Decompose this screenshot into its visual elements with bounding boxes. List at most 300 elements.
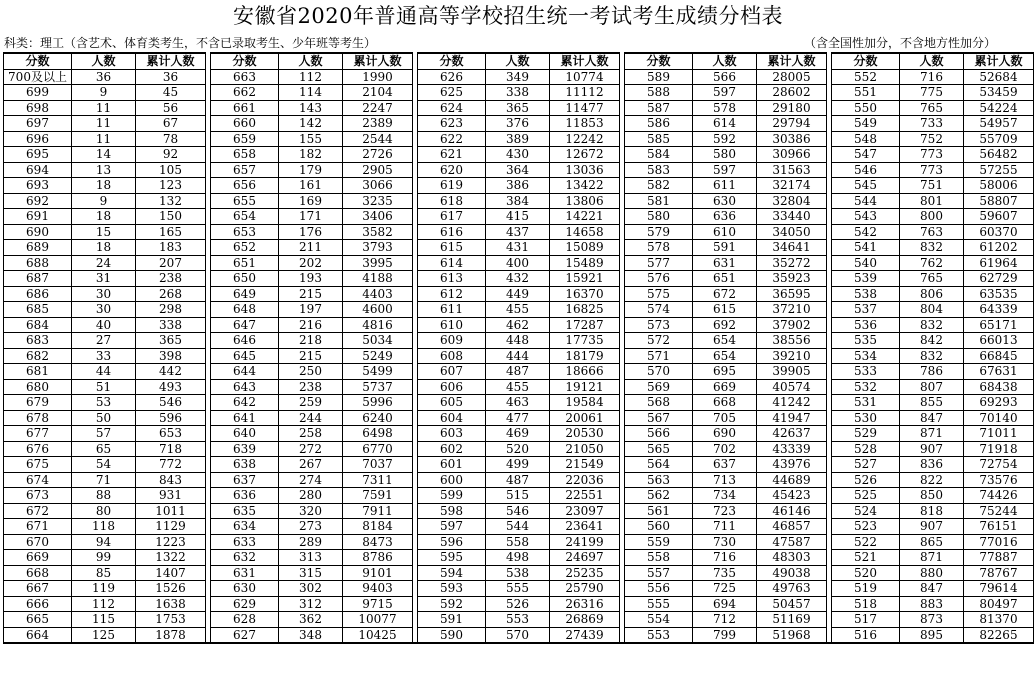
cell-cumulative: 20061 [550, 410, 620, 426]
cell-score: 566 [625, 426, 693, 442]
cell-cumulative: 132 [136, 193, 206, 209]
cell-score: 679 [4, 395, 72, 411]
cell-score: 662 [211, 85, 279, 101]
cell-score: 528 [832, 441, 900, 457]
cell-count: 871 [900, 426, 964, 442]
table-row [4, 503, 1034, 519]
cell-count: 705 [693, 410, 757, 426]
cell-score: 526 [832, 472, 900, 488]
cell-cumulative: 61964 [964, 255, 1034, 271]
cell-count: 520 [486, 441, 550, 457]
cell-count: 432 [486, 271, 550, 287]
cell-score: 664 [4, 627, 72, 643]
cell-count: 832 [900, 240, 964, 256]
cell-count: 18 [72, 178, 136, 194]
cell-score: 677 [4, 426, 72, 442]
cell-count: 53 [72, 395, 136, 411]
cell-score: 579 [625, 224, 693, 240]
cell-count: 735 [693, 565, 757, 581]
cell-cumulative: 29180 [757, 100, 827, 116]
table-row [4, 519, 1034, 535]
cell-count: 280 [279, 488, 343, 504]
cell-count: 651 [693, 271, 757, 287]
cell-cumulative: 165 [136, 224, 206, 240]
cell-cumulative: 56 [136, 100, 206, 116]
cell-cumulative: 66845 [964, 348, 1034, 364]
cell-score: 637 [211, 472, 279, 488]
cell-cumulative: 238 [136, 271, 206, 287]
cell-cumulative: 78 [136, 131, 206, 147]
cell-cumulative: 76151 [964, 519, 1034, 535]
cell-score: 611 [418, 302, 486, 318]
cell-cumulative: 62729 [964, 271, 1034, 287]
cell-count: 115 [72, 612, 136, 628]
cell-count: 842 [900, 333, 964, 349]
cell-cumulative: 5996 [343, 395, 413, 411]
cell-cumulative: 6240 [343, 410, 413, 426]
cell-count: 818 [900, 503, 964, 519]
cell-count: 54 [72, 457, 136, 473]
cell-score: 561 [625, 503, 693, 519]
cell-count: 9 [72, 85, 136, 101]
cell-score: 616 [418, 224, 486, 240]
cell-cumulative: 30966 [757, 147, 827, 163]
cell-score: 586 [625, 116, 693, 132]
cell-count: 463 [486, 395, 550, 411]
table-row [4, 550, 1034, 566]
header-score: 分数 [211, 53, 279, 69]
cell-count: 712 [693, 612, 757, 628]
cell-cumulative: 43339 [757, 441, 827, 457]
cell-score: 614 [418, 255, 486, 271]
cell-cumulative: 45 [136, 85, 206, 101]
cell-count: 274 [279, 472, 343, 488]
cell-cumulative: 596 [136, 410, 206, 426]
cell-score: 522 [832, 534, 900, 550]
cell-score: 675 [4, 457, 72, 473]
cell-cumulative: 9101 [343, 565, 413, 581]
cell-cumulative: 1526 [136, 581, 206, 597]
cell-score: 683 [4, 333, 72, 349]
cell-count: 592 [693, 131, 757, 147]
cell-count: 555 [486, 581, 550, 597]
cell-count: 302 [279, 581, 343, 597]
cell-cumulative: 51169 [757, 612, 827, 628]
cell-score: 533 [832, 364, 900, 380]
cell-count: 11 [72, 116, 136, 132]
cell-cumulative: 4816 [343, 317, 413, 333]
score-distribution-table [3, 52, 1034, 644]
cell-count: 630 [693, 193, 757, 209]
table-row [4, 85, 1034, 101]
cell-score: 598 [418, 503, 486, 519]
cell-cumulative: 72754 [964, 457, 1034, 473]
cell-score: 610 [418, 317, 486, 333]
cell-count: 94 [72, 534, 136, 550]
cell-cumulative: 25790 [550, 581, 620, 597]
cell-cumulative: 45423 [757, 488, 827, 504]
cell-score: 573 [625, 317, 693, 333]
cell-cumulative: 39905 [757, 364, 827, 380]
cell-cumulative: 2544 [343, 131, 413, 147]
cell-cumulative: 24199 [550, 534, 620, 550]
cell-score: 638 [211, 457, 279, 473]
cell-count: 730 [693, 534, 757, 550]
table-row [4, 69, 1034, 85]
cell-cumulative: 13036 [550, 162, 620, 178]
cell-cumulative: 46146 [757, 503, 827, 519]
cell-score: 622 [418, 131, 486, 147]
cell-score: 557 [625, 565, 693, 581]
cell-count: 348 [279, 627, 343, 643]
cell-cumulative: 4403 [343, 286, 413, 302]
cell-count: 99 [72, 550, 136, 566]
cell-score: 565 [625, 441, 693, 457]
cell-cumulative: 11112 [550, 85, 620, 101]
cell-score: 660 [211, 116, 279, 132]
cell-score: 650 [211, 271, 279, 287]
cell-count: 50 [72, 410, 136, 426]
cell-cumulative: 63535 [964, 286, 1034, 302]
table-row [4, 255, 1034, 271]
cell-count: 752 [900, 131, 964, 147]
cell-score: 663 [211, 69, 279, 85]
cell-cumulative: 48303 [757, 550, 827, 566]
cell-count: 449 [486, 286, 550, 302]
cell-count: 179 [279, 162, 343, 178]
cell-score: 621 [418, 147, 486, 163]
cell-score: 624 [418, 100, 486, 116]
cell-score: 612 [418, 286, 486, 302]
cell-score: 674 [4, 472, 72, 488]
cell-cumulative: 36595 [757, 286, 827, 302]
cell-cumulative: 73576 [964, 472, 1034, 488]
cell-count: 806 [900, 286, 964, 302]
cell-count: 591 [693, 240, 757, 256]
cell-cumulative: 16825 [550, 302, 620, 318]
cell-count: 125 [72, 627, 136, 643]
cell-count: 880 [900, 565, 964, 581]
cell-cumulative: 19584 [550, 395, 620, 411]
table-body [4, 69, 1034, 643]
cell-count: 751 [900, 178, 964, 194]
cell-count: 114 [279, 85, 343, 101]
cell-cumulative: 18179 [550, 348, 620, 364]
cell-score: 576 [625, 271, 693, 287]
cell-score: 697 [4, 116, 72, 132]
cell-score: 568 [625, 395, 693, 411]
table-row [4, 209, 1034, 225]
cell-count: 27 [72, 333, 136, 349]
cell-count: 365 [486, 100, 550, 116]
cell-count: 31 [72, 271, 136, 287]
header-score: 分数 [418, 53, 486, 69]
cell-score: 690 [4, 224, 72, 240]
cell-count: 444 [486, 348, 550, 364]
cell-score: 536 [832, 317, 900, 333]
cell-cumulative: 123 [136, 178, 206, 194]
cell-count: 80 [72, 503, 136, 519]
cell-score: 580 [625, 209, 693, 225]
cell-count: 487 [486, 472, 550, 488]
table-row [4, 178, 1034, 194]
cell-cumulative: 37902 [757, 317, 827, 333]
cell-score: 532 [832, 379, 900, 395]
cell-cumulative: 3793 [343, 240, 413, 256]
cell-cumulative: 1322 [136, 550, 206, 566]
cell-score: 657 [211, 162, 279, 178]
cell-cumulative: 718 [136, 441, 206, 457]
cell-cumulative: 34050 [757, 224, 827, 240]
cell-count: 244 [279, 410, 343, 426]
cell-count: 669 [693, 379, 757, 395]
cell-score: 630 [211, 581, 279, 597]
cell-count: 11 [72, 131, 136, 147]
cell-cumulative: 14221 [550, 209, 620, 225]
cell-score: 571 [625, 348, 693, 364]
cell-cumulative: 64339 [964, 302, 1034, 318]
cell-cumulative: 71918 [964, 441, 1034, 457]
cell-cumulative: 2905 [343, 162, 413, 178]
cell-count: 799 [693, 627, 757, 643]
table-row [4, 426, 1034, 442]
cell-cumulative: 43976 [757, 457, 827, 473]
cell-cumulative: 772 [136, 457, 206, 473]
cell-count: 118 [72, 519, 136, 535]
cell-count: 119 [72, 581, 136, 597]
cell-count: 430 [486, 147, 550, 163]
cell-score: 569 [625, 379, 693, 395]
header-score: 分数 [625, 53, 693, 69]
table-row [4, 193, 1034, 209]
cell-cumulative: 3995 [343, 255, 413, 271]
cell-score: 625 [418, 85, 486, 101]
cell-count: 723 [693, 503, 757, 519]
cell-cumulative: 183 [136, 240, 206, 256]
cell-count: 155 [279, 131, 343, 147]
cell-count: 193 [279, 271, 343, 287]
cell-score: 558 [625, 550, 693, 566]
cell-count: 320 [279, 503, 343, 519]
cell-score: 529 [832, 426, 900, 442]
cell-score: 560 [625, 519, 693, 535]
cell-score: 545 [832, 178, 900, 194]
cell-score: 651 [211, 255, 279, 271]
cell-cumulative: 58807 [964, 193, 1034, 209]
cell-cumulative: 6770 [343, 441, 413, 457]
cell-count: 526 [486, 596, 550, 612]
cell-score: 694 [4, 162, 72, 178]
cell-count: 883 [900, 596, 964, 612]
cell-count: 558 [486, 534, 550, 550]
cell-count: 51 [72, 379, 136, 395]
cell-score: 680 [4, 379, 72, 395]
cell-score: 593 [418, 581, 486, 597]
cell-count: 850 [900, 488, 964, 504]
cell-score: 591 [418, 612, 486, 628]
cell-count: 15 [72, 224, 136, 240]
cell-cumulative: 67 [136, 116, 206, 132]
cell-score: 641 [211, 410, 279, 426]
cell-cumulative: 67631 [964, 364, 1034, 380]
cell-count: 762 [900, 255, 964, 271]
cell-count: 597 [693, 162, 757, 178]
cell-cumulative: 31563 [757, 162, 827, 178]
cell-count: 24 [72, 255, 136, 271]
cell-score: 654 [211, 209, 279, 225]
cell-cumulative: 398 [136, 348, 206, 364]
cell-count: 289 [279, 534, 343, 550]
cell-score: 606 [418, 379, 486, 395]
cell-cumulative: 58006 [964, 178, 1034, 194]
cell-count: 376 [486, 116, 550, 132]
cell-count: 716 [693, 550, 757, 566]
cell-count: 702 [693, 441, 757, 457]
cell-count: 44 [72, 364, 136, 380]
cell-count: 538 [486, 565, 550, 581]
cell-score: 684 [4, 317, 72, 333]
cell-count: 415 [486, 209, 550, 225]
table-row [4, 379, 1034, 395]
cell-score: 686 [4, 286, 72, 302]
cell-count: 822 [900, 472, 964, 488]
cell-cumulative: 47587 [757, 534, 827, 550]
cell-count: 836 [900, 457, 964, 473]
table-row [4, 488, 1034, 504]
cell-count: 313 [279, 550, 343, 566]
cell-count: 553 [486, 612, 550, 628]
cell-count: 431 [486, 240, 550, 256]
cell-score: 530 [832, 410, 900, 426]
cell-cumulative: 77016 [964, 534, 1034, 550]
cell-count: 578 [693, 100, 757, 116]
cell-cumulative: 27439 [550, 627, 620, 643]
cell-count: 112 [279, 69, 343, 85]
cell-cumulative: 442 [136, 364, 206, 380]
cell-cumulative: 2104 [343, 85, 413, 101]
header-cumulative: 累计人数 [136, 53, 206, 69]
cell-cumulative: 3406 [343, 209, 413, 225]
table-row [4, 116, 1034, 132]
cell-count: 654 [693, 333, 757, 349]
cell-score: 617 [418, 209, 486, 225]
cell-score: 659 [211, 131, 279, 147]
cell-count: 312 [279, 596, 343, 612]
cell-count: 716 [900, 69, 964, 85]
table-row [4, 333, 1034, 349]
cell-count: 765 [900, 271, 964, 287]
cell-score: 678 [4, 410, 72, 426]
cell-cumulative: 1753 [136, 612, 206, 628]
cell-count: 786 [900, 364, 964, 380]
cell-cumulative: 23641 [550, 519, 620, 535]
cell-cumulative: 9715 [343, 596, 413, 612]
cell-count: 487 [486, 364, 550, 380]
cell-count: 250 [279, 364, 343, 380]
cell-score: 615 [418, 240, 486, 256]
cell-score: 696 [4, 131, 72, 147]
cell-score: 520 [832, 565, 900, 581]
cell-score: 603 [418, 426, 486, 442]
cell-cumulative: 1011 [136, 503, 206, 519]
cell-cumulative: 1638 [136, 596, 206, 612]
cell-score: 633 [211, 534, 279, 550]
header-count: 人数 [486, 53, 550, 69]
cell-score: 582 [625, 178, 693, 194]
cell-count: 636 [693, 209, 757, 225]
cell-cumulative: 69293 [964, 395, 1034, 411]
cell-count: 211 [279, 240, 343, 256]
cell-count: 448 [486, 333, 550, 349]
cell-score: 670 [4, 534, 72, 550]
cell-cumulative: 10425 [343, 627, 413, 643]
cell-cumulative: 41947 [757, 410, 827, 426]
cell-score: 524 [832, 503, 900, 519]
cell-score: 570 [625, 364, 693, 380]
cell-score: 671 [4, 519, 72, 535]
cell-score: 631 [211, 565, 279, 581]
bonus-points-note: （含全国性加分，不含地方性加分） [803, 36, 996, 50]
cell-cumulative: 20530 [550, 426, 620, 442]
cell-cumulative: 16370 [550, 286, 620, 302]
cell-score: 669 [4, 550, 72, 566]
header-count: 人数 [900, 53, 964, 69]
cell-count: 364 [486, 162, 550, 178]
cell-score: 597 [418, 519, 486, 535]
cell-count: 499 [486, 457, 550, 473]
cell-score: 672 [4, 503, 72, 519]
cell-count: 437 [486, 224, 550, 240]
cell-cumulative: 4600 [343, 302, 413, 318]
cell-score: 602 [418, 441, 486, 457]
cell-score: 619 [418, 178, 486, 194]
header-cumulative: 累计人数 [757, 53, 827, 69]
table-row [4, 441, 1034, 457]
cell-cumulative: 36 [136, 69, 206, 85]
table-row [4, 131, 1034, 147]
cell-cumulative: 3235 [343, 193, 413, 209]
subject-category-note: 科类：理工（含艺术、体育类考生，不含已录取考生、少年班等考生） [4, 36, 377, 50]
cell-count: 349 [486, 69, 550, 85]
cell-count: 272 [279, 441, 343, 457]
table-row [4, 534, 1034, 550]
cell-score: 583 [625, 162, 693, 178]
cell-count: 711 [693, 519, 757, 535]
table-header-row [4, 53, 1034, 69]
cell-score: 658 [211, 147, 279, 163]
cell-cumulative: 32174 [757, 178, 827, 194]
cell-score: 655 [211, 193, 279, 209]
table-row [4, 581, 1034, 597]
cell-score: 644 [211, 364, 279, 380]
cell-count: 259 [279, 395, 343, 411]
table-row [4, 596, 1034, 612]
cell-cumulative: 26316 [550, 596, 620, 612]
cell-count: 631 [693, 255, 757, 271]
cell-cumulative: 2247 [343, 100, 413, 116]
cell-score: 541 [832, 240, 900, 256]
cell-score: 594 [418, 565, 486, 581]
cell-score: 584 [625, 147, 693, 163]
header-cumulative: 累计人数 [343, 53, 413, 69]
cell-cumulative: 29794 [757, 116, 827, 132]
cell-cumulative: 7591 [343, 488, 413, 504]
cell-cumulative: 70140 [964, 410, 1034, 426]
cell-score: 643 [211, 379, 279, 395]
cell-score: 648 [211, 302, 279, 318]
cell-cumulative: 54224 [964, 100, 1034, 116]
cell-count: 169 [279, 193, 343, 209]
